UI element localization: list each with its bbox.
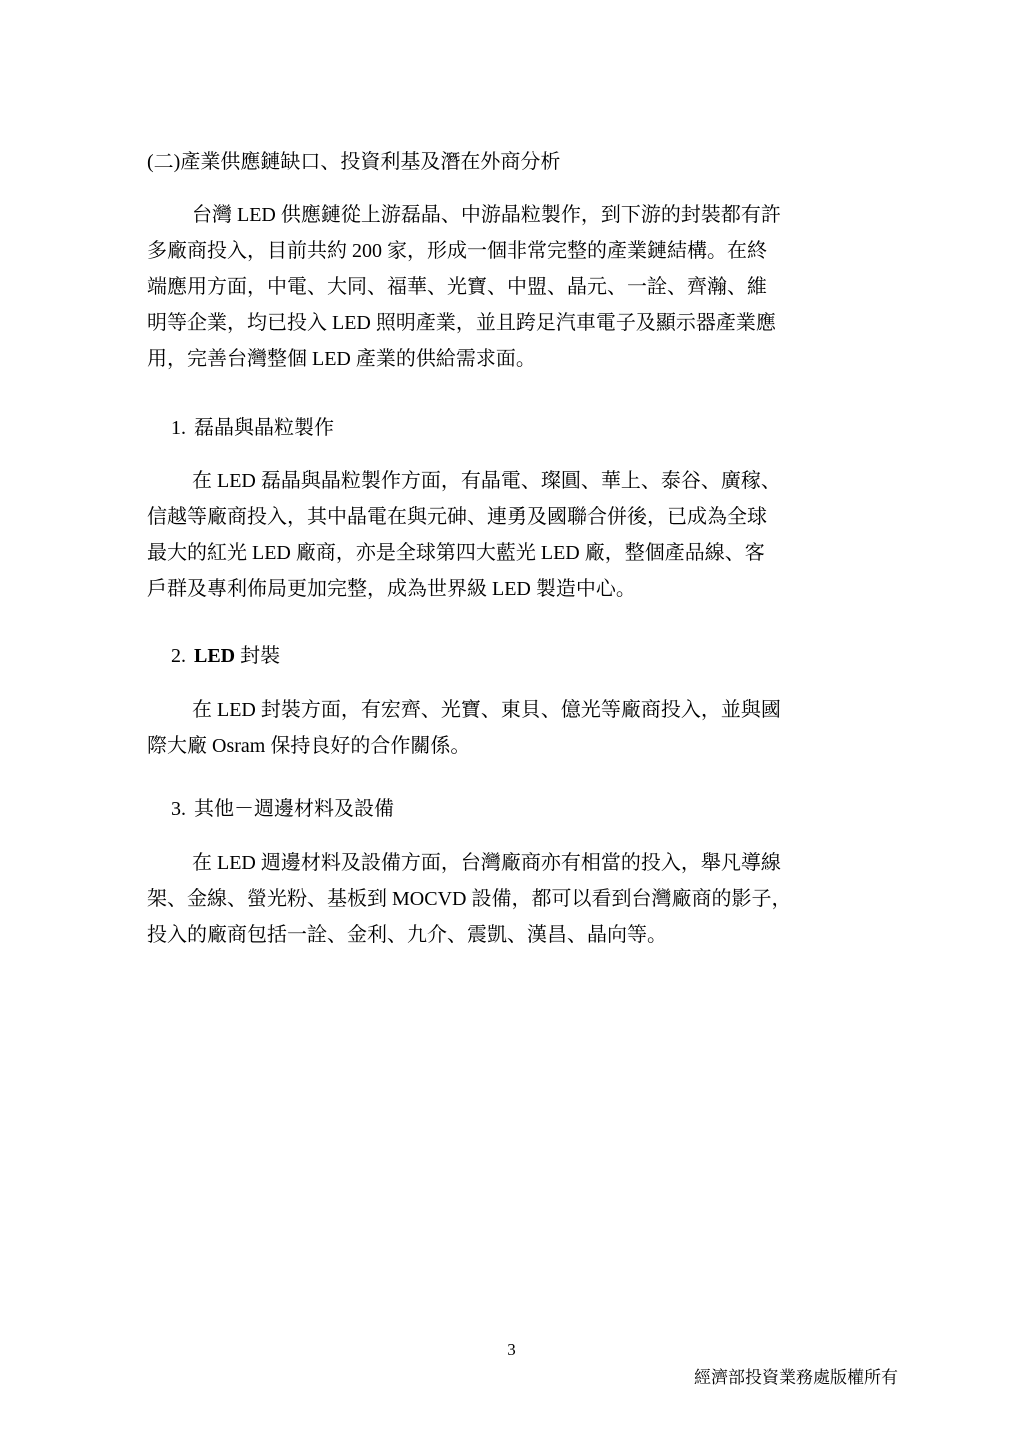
item-heading-bold: LED: [194, 645, 236, 667]
item-heading-1: [171, 414, 334, 442]
item-number: 1.: [171, 417, 186, 439]
item-number: 3.: [171, 798, 186, 820]
item-heading-3: [171, 795, 394, 823]
item-heading-text: 封裝: [240, 645, 281, 667]
item-line: 在 LED 封裝方面，有宏齊、光寶、東貝、億光等廠商投入，並與國: [192, 699, 781, 721]
intro-line: 明等企業，均已投入 LED 照明產業，並且跨足汽車電子及顯示器產業應: [147, 312, 776, 334]
item-line: 投入的廠商包括一詮、金利、九介、震凱、漢昌、晶向等。: [147, 924, 667, 946]
intro-line: 台灣 LED 供應鏈從上游磊晶、中游晶粒製作，到下游的封裝都有許: [192, 204, 781, 226]
item-number: 2.: [171, 645, 186, 667]
item-line: 在 LED 週邊材料及設備方面，台灣廠商亦有相當的投入，舉凡導線: [192, 852, 781, 874]
copyright-notice: 經濟部投資業務處版權所有: [694, 1368, 898, 1387]
section-title: (二)產業供應鏈缺口、投資利基及潛在外商分析: [147, 151, 561, 173]
item-heading-text: 磊晶與晶粒製作: [194, 417, 334, 439]
item-paragraph-3: [147, 845, 867, 953]
item-line: 架、金線、螢光粉、基板到 MOCVD 設備，都可以看到台灣廠商的影子，: [147, 888, 792, 910]
item-heading-2: [171, 642, 280, 670]
item-line: 際大廠 Osram 保持良好的合作關係。: [147, 735, 471, 757]
item-paragraph-2: [147, 692, 867, 764]
intro-paragraph: [147, 197, 867, 377]
item-line: 信越等廠商投入，其中晶電在與元砷、連勇及國聯合併後，已成為全球: [147, 506, 767, 528]
intro-line: 多廠商投入，目前共約 200 家，形成一個非常完整的產業鏈結構。在終: [147, 240, 767, 262]
intro-line: 端應用方面，中電、大同、福華、光寶、中盟、晶元、一詮、齊瀚、維: [147, 276, 767, 298]
page-number: 3: [507, 1340, 516, 1359]
item-paragraph-1: [147, 463, 867, 607]
item-line: 最大的紅光 LED 廠商，亦是全球第四大藍光 LED 廠，整個產品線、客: [147, 542, 765, 564]
item-line: 戶群及專利佈局更加完整，成為世界級 LED 製造中心。: [147, 578, 636, 600]
item-heading-text: 其他－週邊材料及設備: [194, 798, 394, 820]
item-line: 在 LED 磊晶與晶粒製作方面，有晶電、璨圓、華上、泰谷、廣稼、: [192, 470, 781, 492]
intro-line: 用，完善台灣整個 LED 產業的供給需求面。: [147, 348, 536, 370]
